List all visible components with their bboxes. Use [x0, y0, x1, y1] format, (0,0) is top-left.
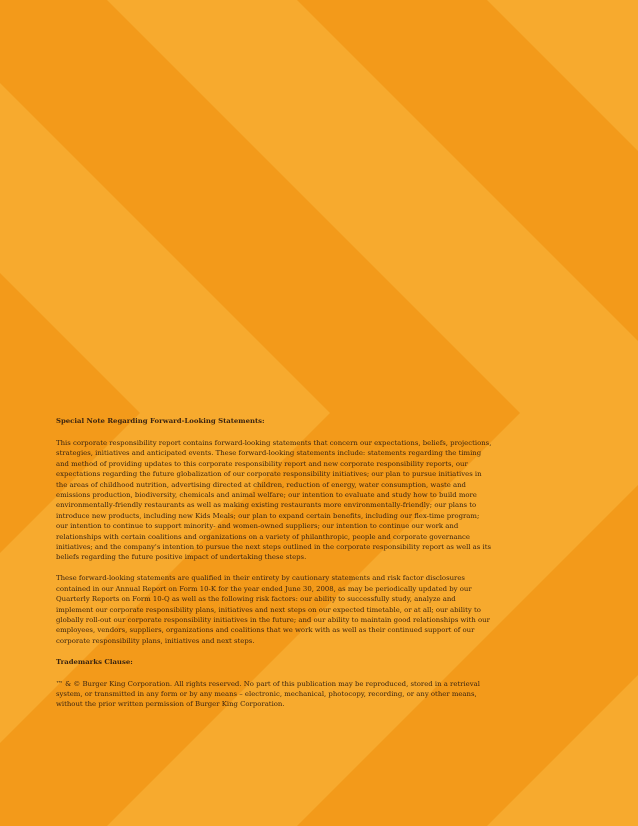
forward-looking-heading: Special Note Regarding Forward-Looking Statements: — [56, 417, 265, 425]
forward-looking-paragraph-1: This corporate responsibility report contains forward-looking statements that concern our expectations, beliefs, projections, strategies, initiatives and anticipated events. These forward-looking statements include: statements regarding the timing and method of providing updates to this corporate responsibility report and new corporate responsibility reports, our expectations regarding the future globalization of our corporate responsibility initiatives; our plan to pursue initiatives in the areas of childhood nutrition, advertising directed at children, reduction of energy, water consumption, waste and emissions production, biodiversity, chemicals and animal welfare; our intention to evaluate and study how to build more environmentally-friendly restaurants as well as making existing restaurants more environmentally-friendly; our plans to introduce new products, including new Kids Meals; our plan to expand certain benefits, including our flex-time program; our intention to continue to support minority- and women-owned suppliers; our intention to continue our work and relationships with certain coalitions and organizations on a variety of philanthropic, people and corporate governance initiatives; and the company's intention to pursue the next steps outlined in the corporate responsibility report as well as its beliefs regarding the future positive impact of undertaking these steps. — [56, 438, 492, 562]
forward-looking-paragraph-2: These forward-looking statements are qualified in their entirety by cautionary statements and risk factor disclosures contained in our Annual Report on Form 10-K for the year ended June 30, 2008, as may be periodically updated by our Quarterly Reports on Form 10-Q as well as the following risk factors: our ability to successfully study, analyze and implement our corporate responsibility plans, initiatives and next steps on our expected timetable, or at all; our ability to globally roll-out our corporate responsibility initiatives in the future; and our ability to maintain good relationships with our employees, vendors, suppliers, organizations and coalitions that we work with as well as their continued support of our corporate responsibility plans, initiatives and next steps. — [56, 574, 490, 645]
trademarks-heading: Trademarks Clause: — [56, 657, 133, 666]
trademarks-text: ™ & © Burger King Corporation. All rights reserved. No part of this publication may be reproduced, stored in a retrieval system, or transmitted in any form or by any means – electronic, mechanical, photocopy, recording, or any other means, without the prior written permission of Burger King Corporation. — [56, 679, 480, 709]
legal-notice — [56, 416, 492, 721]
